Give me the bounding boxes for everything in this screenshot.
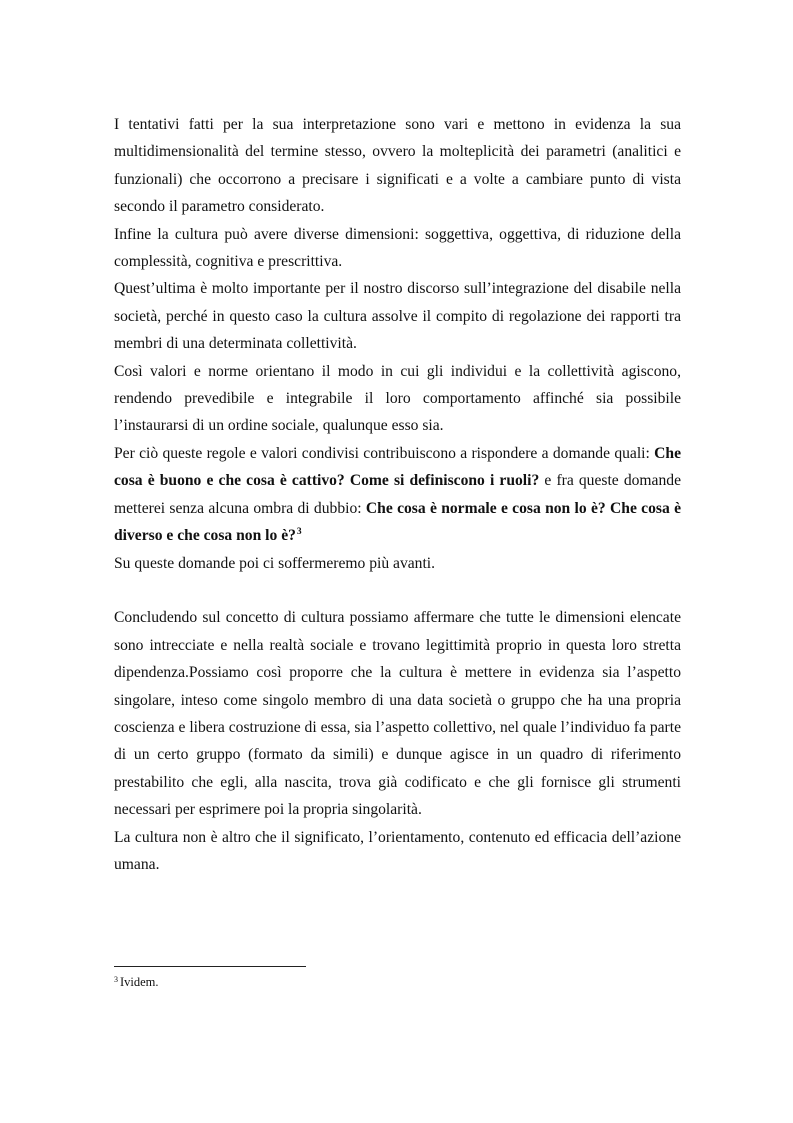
paragraph-questions	[114, 440, 681, 550]
paragraph-conclusion: Concludendo sul concetto di cultura possiamo affermare che tutte le dimensioni elencate sono intrecciate e nella realtà sociale e trovano legittimità proprio in questa loro stretta dipendenza.Possiamo così proporre che la cultura è mettere in evidenza sia l’aspetto singolare, inteso come singolo membro di una data società o gruppo che ha una propria coscienza e libera costruzione di essa, sia l’aspetto collettivo, nel quale l’individuo fa parte di un certo gruppo (formato da simili) e dunque agisce in un quadro di riferimento prestabilito che egli, alla nascita, trova già codificato e che gli fornisce gli strumenti necessari per esprimere poi la propria singolarità.	[114, 609, 681, 819]
footnote-reference[interactable]: 3	[296, 527, 302, 538]
questions-bold-1: Che cosa è buono e che cosa è cattivo? Come si definiscono i ruoli?	[114, 444, 681, 490]
paragraph-definition: La cultura non è altro che il significato, l’orientamento, contenuto ed efficacia dell’azione umana.	[114, 828, 681, 873]
footnote	[114, 973, 681, 991]
questions-bold-2: Che cosa è normale e cosa non lo è? Che cosa è diverso e che cosa non lo è?	[114, 499, 681, 545]
body-text	[114, 111, 681, 878]
questions-text-1: Per ciò queste regole e valori condivisi contribuiscono a rispondere a domande quali:	[114, 444, 655, 462]
paragraph-values-norms: Così valori e norme orientano il modo in cui gli individui e la collettività agiscono, rendendo prevedibile e integrabile il loro comportamento affinché sia possibile l’instaurarsi di un ordine sociale, qualunque esso sia.	[114, 362, 681, 435]
paragraph-gap	[114, 577, 681, 604]
footnote-separator	[114, 966, 306, 967]
questions-text-2: e fra queste domande metterei senza alcuna ombra di dubbio:	[114, 472, 681, 517]
footnote-number: 3	[114, 975, 118, 984]
paragraph-prescriptive: Quest’ultima è molto importante per il nostro discorso sull’integrazione del disabile nella società, perché in questo caso la cultura assolve il compito di regolazione dei rapporti tra membri di una determinata collettività.	[114, 280, 681, 353]
paragraph-dimensions: Infine la cultura può avere diverse dimensioni: soggettiva, oggettiva, di riduzione della complessità, cognitiva e prescrittiva.	[114, 225, 681, 271]
paragraph-interpretation: I tentativi fatti per la sua interpretazione sono vari e mettono in evidenza la sua multidimensionalità del termine stesso, ovvero la molteplicità dei parametri (analitici e funzionali) che occorrono a precisare i significati e a volte a cambiare punto di vista secondo il parametro considerato.	[114, 116, 681, 216]
paragraph-later: Su queste domande poi ci soffermeremo più avanti.	[114, 554, 436, 572]
footnote-text: Ividem.	[120, 975, 159, 989]
